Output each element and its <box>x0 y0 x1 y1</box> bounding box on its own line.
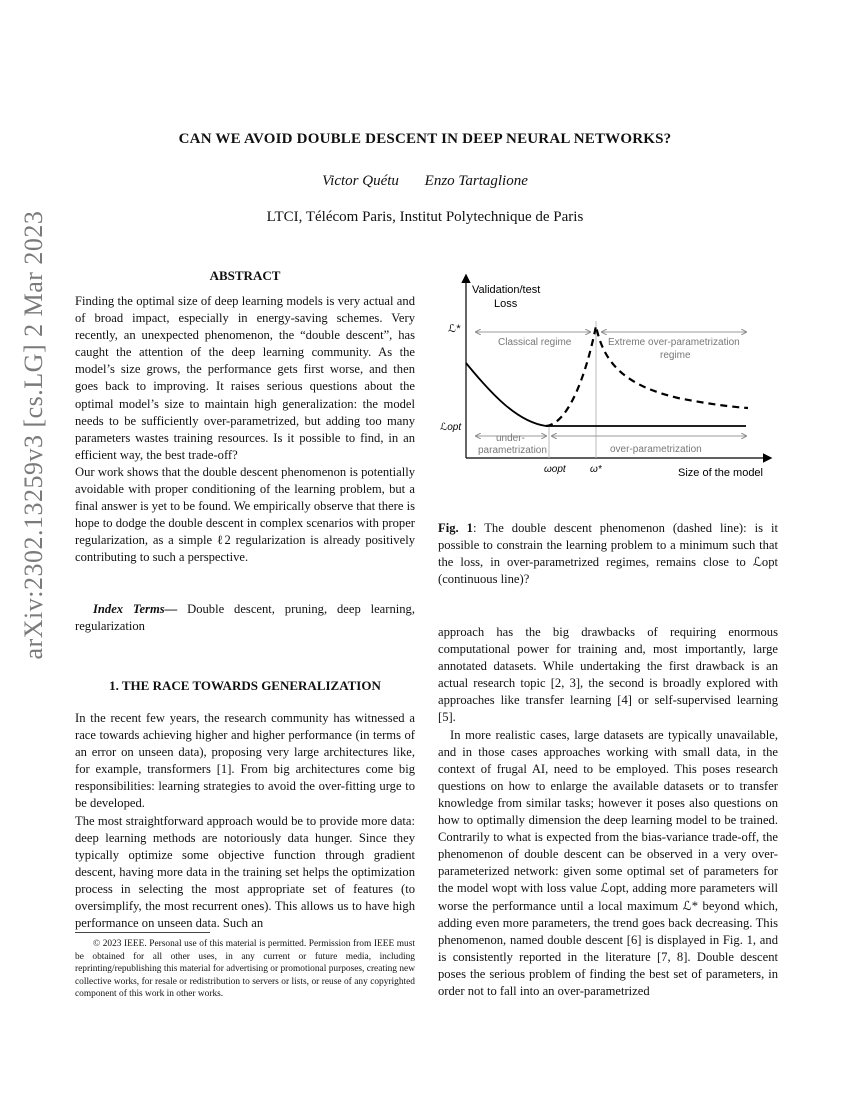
extreme-regime-label-line1: Extreme over-parametrization <box>608 337 740 348</box>
arxiv-sidebar <box>4 200 64 670</box>
abstract-paragraph-2: Our work shows that the double descent phenomenon is potentially avoidable with proper conditioning of the learning problem, but a final answer is yet to be found. We empirically observe that there is hope to dodge the double descent in complex scenarios with proper regularization, as a simple ℓ2 regularization is already positively contributing to such a perspective. <box>75 464 415 565</box>
section-1-paragraph-2: The most straightforward approach would be to provide more data: deep learning methods are notoriously data hunger. Since they typically optimize some objective function through gradient descent, having more data in the training set helps the optimization process in selecting the most appropriate set of features (to oversimplify, the most recurrent ones). This allows us to have high performance on unseen data. Such an <box>75 813 415 931</box>
omega-opt-label: ωopt <box>544 464 566 475</box>
copyright-footnote: © 2023 IEEE. Personal use of this material is permitted. Permission from IEEE must be obtained for all other uses, in any current or future media, including reprinting/republishing this material for advertising or promotional purposes, creating new collective works, for resale or redistribution to servers or lists, or reuse of any copyrighted component of this work in other works. <box>75 939 415 1000</box>
caption-text: : The double descent phenomenon (dashed line): is it possible to constrain the learning problem to a minimum such that the loss, in over-parametrized regimes, remains close to ℒopt (continuous line)? <box>438 521 778 586</box>
figure-1-double-descent <box>438 266 783 488</box>
over-param-label: over-parametrization <box>610 444 702 455</box>
paper-title: CAN WE AVOID DOUBLE DESCENT IN DEEP NEURAL NETWORKS? <box>178 131 672 147</box>
under-param-label-line1: under- <box>496 433 525 444</box>
y-axis-label-line2: Loss <box>494 298 518 310</box>
l-star-label: ℒ* <box>448 323 461 335</box>
continuous-loss-curve <box>466 363 746 426</box>
omega-star-label: ω* <box>590 464 602 475</box>
right-column-body <box>438 624 778 1000</box>
abstract-heading: ABSTRACT <box>209 268 281 283</box>
index-terms-text: Double descent, pruning, deep learning, regularization <box>75 602 415 633</box>
author-2: Enzo Tartaglione <box>424 173 528 189</box>
arxiv-identifier: arXiv:2302.13259v3 [cs.LG] 2 Mar 2023 <box>19 210 48 660</box>
extreme-regime-label-line2: regime <box>660 350 691 361</box>
abstract-body <box>75 293 415 567</box>
y-axis-label-line1: Validation/test <box>472 284 541 296</box>
section-1-body <box>75 710 415 932</box>
right-paragraph-1: approach has the big drawbacks of requiring enormous computational power for training and, most importantly, large annotated datasets. While undertaking the first drawback is an actual research topic [2, 3], the second is broadly explored with approaches like transfer learning [4] or self-supervised learning [5]. <box>438 625 778 725</box>
caption-label: Fig. 1 <box>438 521 473 535</box>
author-list <box>0 173 850 190</box>
figure-1-caption <box>438 520 778 588</box>
section-1-heading: 1. THE RACE TOWARDS GENERALIZATION <box>109 678 381 693</box>
footnote-rule <box>75 932 210 933</box>
right-paragraph-2: In more realistic cases, large datasets are typically unavailable, and in those cases approaches working with small data, in the context of frugal AI, need to be employed. This poses research questions on how to enlarge the available datasets or to transfer knowledge from similar tasks; however it poses also questions on how to optimally dimension the deep learning model to be trained. Contrarily to what is expected from the bias-variance trade-off, the phenomenon of double descent can be observed in a very over-parameterized network: given some optimal set of parameters for the model wopt with loss value ℒopt, adding more parameters will worse the performance until a local maximum ℒ* beyond which, adding even more parameters, the trend goes back decreasing. This phenomenon, named double descent [6] is displayed in Fig. 1, and is consistently reported in the literature [7, 8]. Double descent poses the serious problem of finding the best set of parameters, in order not to fall into an over-parametrized <box>438 727 778 998</box>
section-1-paragraph-1: In the recent few years, the research community has witnessed a race towards achieving higher and higher performance (in terms of an error on unseen data), proposing very large architectures like, for example, transformers [1]. From big architectures come big responsibilities: learning strategies to avoid the over-fitting urge to be developed. <box>75 711 415 811</box>
author-1: Victor Quétu <box>322 173 399 189</box>
abstract-paragraph-1: Finding the optimal size of deep learning models is very actual and of broad impact, especially in energy-saving schemes. Very recently, an unexpected phenomenon, the “double descent”, has caught the attention of the deep learning community. As the model’s size grows, the performance gets first worse, and then goes back to improving. It raises serious questions about the optimal model’s size to maintain high generalization: the model needs to be sufficiently over-parametrized, but adding too many parameters wastes training resources. Is it possible to find, in an efficient way, the best trade-off? <box>75 294 415 462</box>
l-opt-label: ℒopt <box>440 422 462 433</box>
affiliation: LTCI, Télécom Paris, Institut Polytechnique de Paris <box>266 209 584 225</box>
under-param-label-line2: parametrization <box>478 445 547 456</box>
classical-regime-label: Classical regime <box>498 337 572 348</box>
x-axis-label: Size of the model <box>678 467 763 479</box>
index-terms-label: Index Terms— <box>93 602 178 616</box>
index-terms <box>75 601 415 635</box>
